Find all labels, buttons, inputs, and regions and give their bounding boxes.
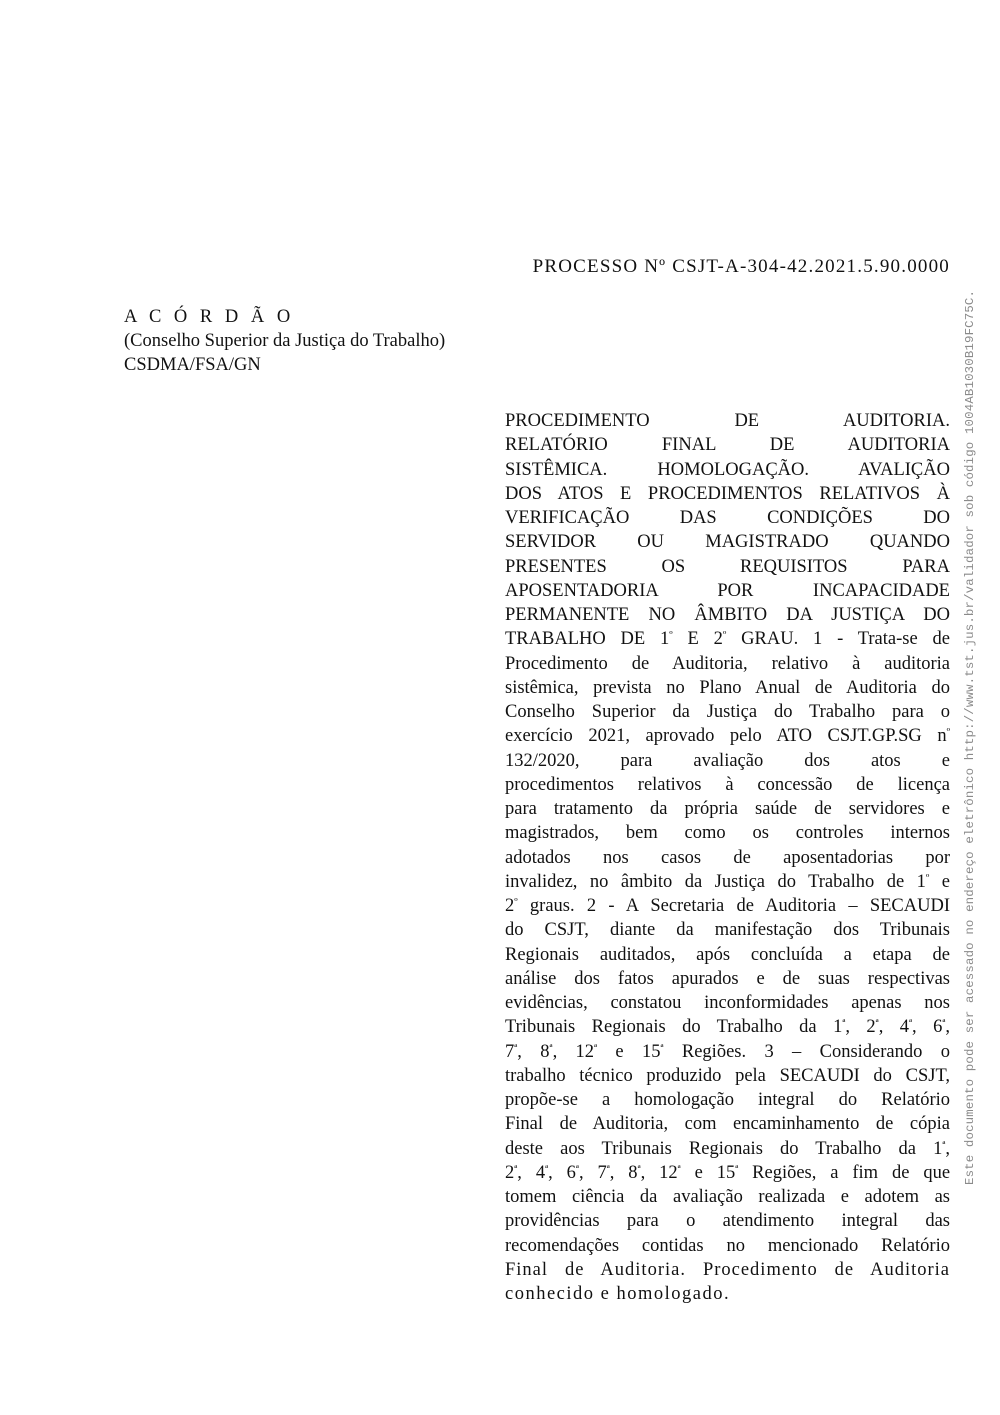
acordao-header <box>124 305 445 377</box>
process-number: PROCESSO Nº CSJT-A-304-42.2021.5.90.0000 <box>532 256 950 277</box>
ementa-line: APOSENTADORIA POR INCAPACIDADE <box>505 580 950 601</box>
ementa-line: $7^ª$, $8^ª$, $12^ª$ e $15^ª$ Regiões. 3 – Considerando o <box>505 1041 950 1062</box>
ementa-line: evidências, constatou inconformidades apenas nos <box>505 993 950 1013</box>
ementa-line: Tribunais Regionais do Trabalho da $1^ª$, $2^ª$, $4^ª$, $6^ª$, <box>505 1017 950 1038</box>
ementa-line: Regionais auditados, após concluída a etapa de <box>505 944 950 965</box>
ementa-line: PROCEDIMENTO DE AUDITORIA. <box>505 411 950 431</box>
ementa-line: SERVIDOR OU MAGISTRADO QUANDO <box>505 532 950 553</box>
ementa-line: PRESENTES OS REQUISITOS PARA <box>505 556 950 577</box>
ementa-line: procedimentos relativos à concessão de licença <box>505 774 950 795</box>
ementa-line: Procedimento de Auditoria, relativo à auditoria <box>505 653 950 674</box>
ementa-line: adotados nos casos de aposentadorias por <box>505 847 950 868</box>
ementa-line: conhecido e homologado. <box>505 1284 731 1304</box>
ementa-line: do CSJT, diante da manifestação dos Tribunais <box>505 920 950 941</box>
ementa-line: $2^º$ graus. 2 - A Secretaria de Auditoria – SECAUDI <box>505 896 950 916</box>
ementa-line: recomendações contidas no mencionado Relatório <box>505 1235 950 1256</box>
ementa-summary <box>505 409 950 1306</box>
ementa-line: 132/2020, para avaliação dos atos e <box>505 750 950 771</box>
rapporteur-initials: CSDMA/FSA/GN <box>124 355 261 375</box>
ementa-line: DOS ATOS E PROCEDIMENTOS RELATIVOS À <box>505 483 950 504</box>
ementa-line: $2^ª$, $4^ª$, $6^ª$, $7^ª$, $8^ª$, $12^ª$ e $15^ª$ Regiões, a fim de que <box>505 1162 950 1183</box>
ementa-line: Final de Auditoria. Procedimento de Auditoria <box>505 1259 950 1280</box>
ementa-line: trabalho técnico produzido pela SECAUDI do CSJT, <box>505 1065 950 1086</box>
ementa-line: VERIFICAÇÃO DAS CONDIÇÕES DO <box>505 508 950 528</box>
ementa-line: Conselho Superior da Justiça do Trabalho para o <box>505 702 950 722</box>
ementa-line: TRABALHO DE $1^º$ E $2^º$ GRAU. 1 - Trata-se de <box>505 629 950 650</box>
ementa-line: SISTÊMICA. HOMOLOGAÇÃO. AVALIÇÃO <box>505 459 950 480</box>
ementa-line: deste aos Tribunais Regionais do Trabalho da $1^ª$, <box>505 1138 950 1159</box>
ementa-line: sistêmica, prevista no Plano Anual de Auditoria do <box>505 677 950 698</box>
ementa-line: PERMANENTE NO ÂMBITO DA JUSTIÇA DO <box>505 605 950 625</box>
ementa-line: providências para o atendimento integral das <box>505 1211 950 1232</box>
ementa-line: para tratamento da própria saúde de servidores e <box>505 799 950 819</box>
ementa-line: magistrados, bem como os controles internos <box>505 823 950 844</box>
court-name: (Conselho Superior da Justiça do Trabalho) <box>124 331 446 351</box>
ementa-line: exercício 2021, aprovado pelo ATO CSJT.GP.SG $n^º$ <box>505 726 950 747</box>
ementa-line: invalidez, no âmbito da Justiça do Trabalho de $1^º$ e <box>505 871 950 892</box>
validation-stamp: Este documento pode ser acessado no endereço eletrônico http://www.tst.jus.br/validador sob código 1004AB1030B19FC75C. <box>963 289 977 1185</box>
ementa-line: propõe-se a homologação integral do Relatório <box>505 1090 950 1110</box>
ementa-line: RELATÓRIO FINAL DE AUDITORIA <box>505 435 950 456</box>
acordao-title: A C Ó R D Ã O <box>124 307 295 327</box>
ementa-line: tomem ciência da avaliação realizada e adotem as <box>505 1187 950 1207</box>
ementa-line: Final de Auditoria, com encaminhamento de cópia <box>505 1114 950 1135</box>
ementa-line: análise dos fatos apurados e de suas respectivas <box>505 968 950 989</box>
